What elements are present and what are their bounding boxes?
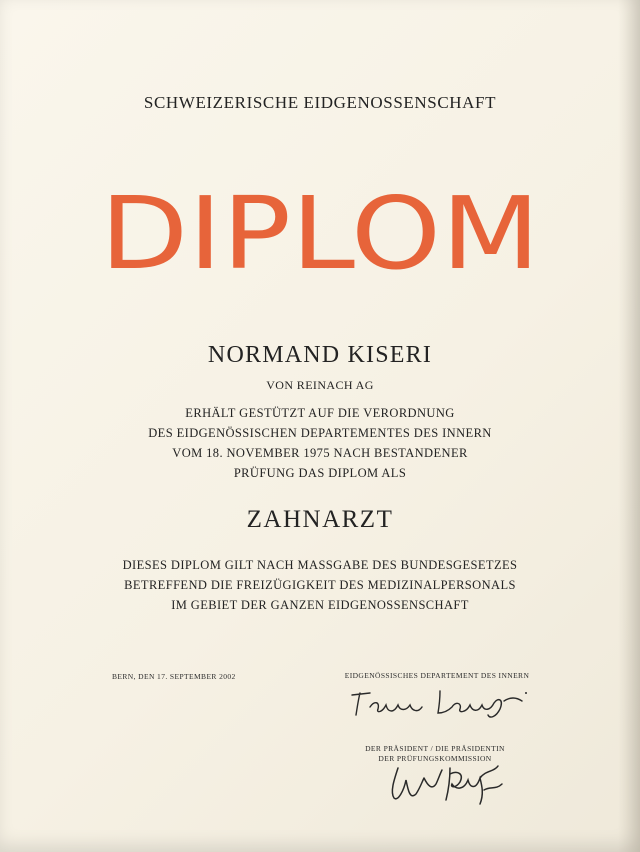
commission-line: DER PRÜFUNGSKOMMISSION: [378, 754, 492, 763]
body-line: PRÜFUNG DAS DIPLOM ALS: [233, 466, 407, 480]
body-line: DES EIDGENÖSSISCHEN DEPARTEMENTES DES INNERN: [148, 426, 492, 440]
commission-line: DER PRÄSIDENT / DIE PRÄSIDENTIN: [365, 744, 505, 753]
validity-line: IM GEBIET DER GANZEN EIDGENOSSENSCHAFT: [171, 598, 469, 612]
place-date: BERN, DEN 17. SEPTEMBER 2002: [112, 672, 236, 681]
body-line: VOM 18. NOVEMBER 1975 NACH BESTANDENER: [172, 446, 468, 460]
body-paragraph: [0, 403, 640, 483]
commission-signature: [380, 760, 510, 810]
recipient-name: NORMAND KISERI: [207, 342, 433, 368]
department-label: EIDGENÖSSISCHES DEPARTEMENT DES INNERN: [344, 671, 530, 680]
diploma-title-lettering: [80, 176, 560, 296]
body-line: ERHÄLT GESTÜTZT AUF DIE VERORDNUNG: [185, 406, 455, 420]
recipient-origin: VON REINACH AG: [266, 378, 374, 392]
profession-title: ZAHNARZT: [246, 506, 394, 533]
confederation-header: SCHWEIZERISCHE EIDGENOSSENSCHAFT: [143, 93, 497, 112]
validity-line: DIESES DIPLOM GILT NACH MASSGABE DES BUNDESGESETZES: [122, 558, 518, 572]
department-signature: [340, 683, 530, 723]
validity-paragraph: [0, 555, 640, 615]
diploma-title: DIPLOM: [100, 176, 540, 292]
validity-line: BETREFFEND DIE FREIZÜGIGKEIT DES MEDIZINALPERSONALS: [124, 578, 516, 592]
